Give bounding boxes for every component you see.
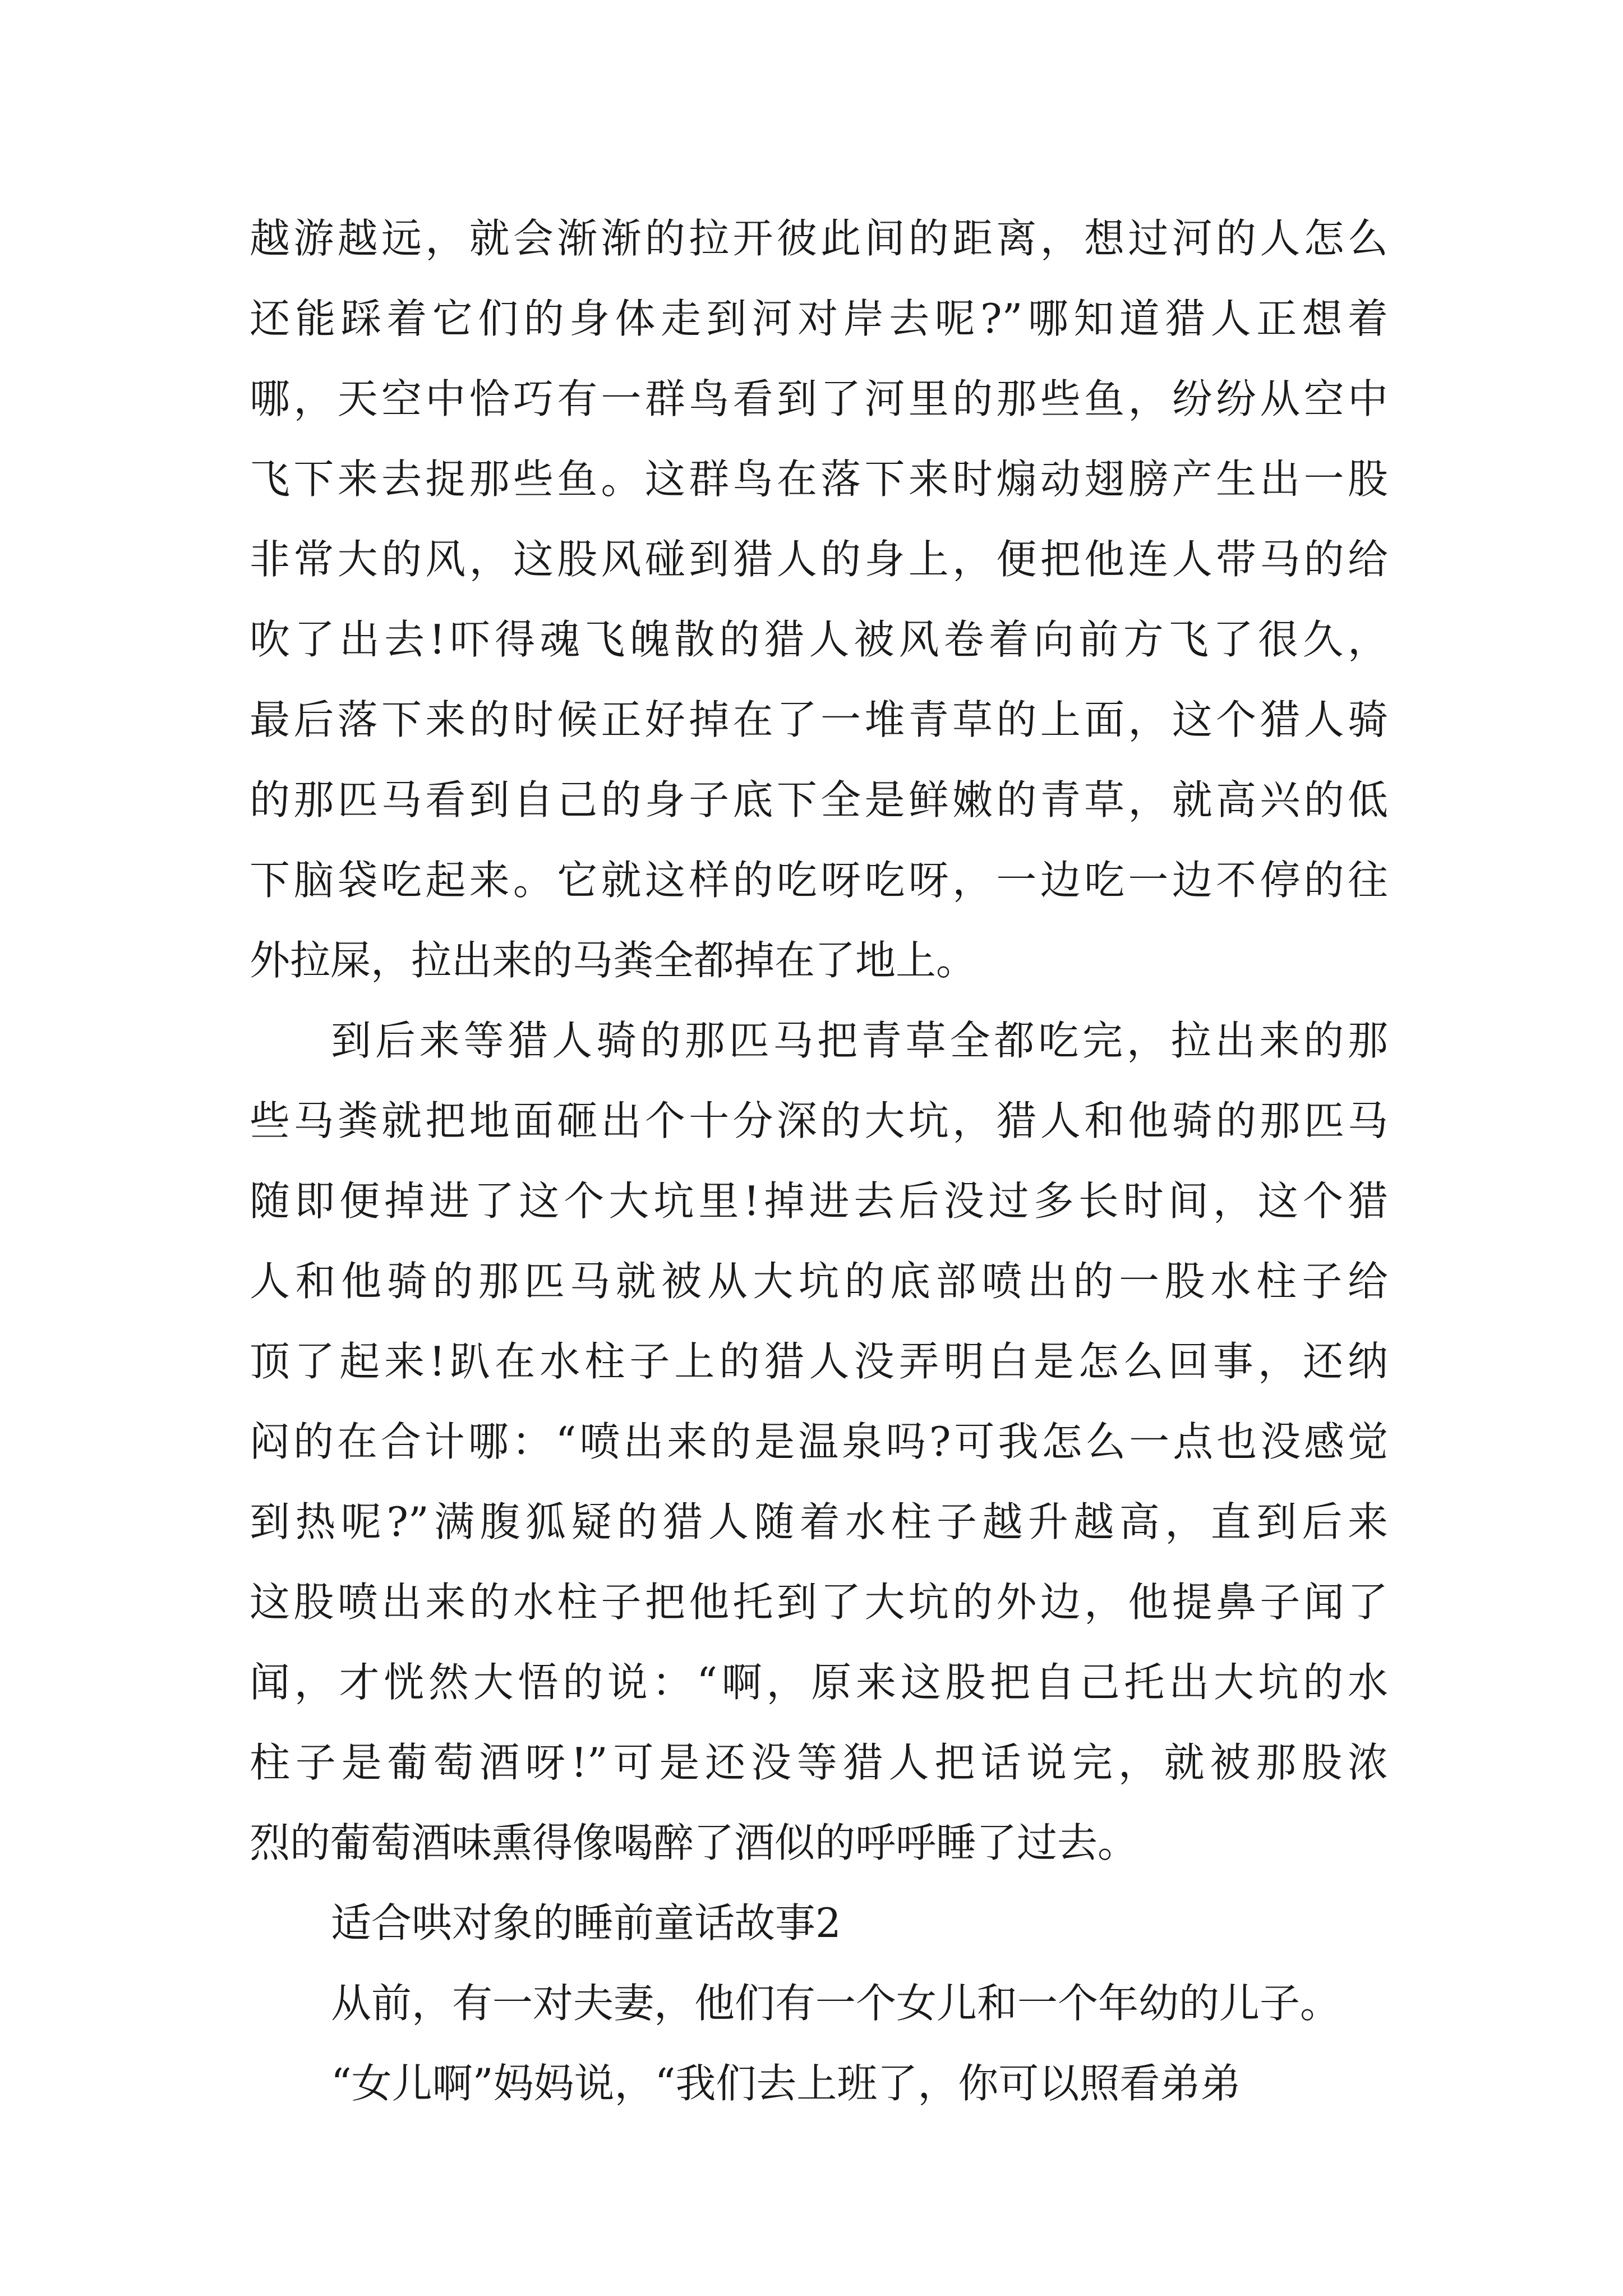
text-line: 飞下来去捉那些鱼。这群鸟在落下来时煽动翅膀产生出一股 (250, 455, 1388, 503)
text-line: “女儿啊”妈妈说，“我们去上班了，你可以照看弟弟 (331, 2060, 1241, 2107)
text-line: 这股喷出来的水柱子把他托到了大坑的外边，他提鼻子闻了 (250, 1579, 1388, 1626)
section-heading: 适合哄对象的睡前童话故事2 (331, 1899, 841, 1947)
text-line: 下脑袋吃起来。它就这样的吃呀吃呀，一边吃一边不停的往 (250, 857, 1388, 904)
text-line: 顶了起来!趴在水柱子上的猎人没弄明白是怎么回事，还纳 (250, 1338, 1388, 1385)
text-line: 从前，有一对夫妻，他们有一个女儿和一个年幼的儿子。 (331, 1980, 1341, 2027)
text-line: 闻，才恍然大悟的说：“啊，原来这股把自己托出大坑的水 (250, 1659, 1388, 1706)
text-line: 到热呢?”满腹狐疑的猎人随着水柱子越升越高，直到后来 (250, 1498, 1388, 1545)
text-line: 柱子是葡萄酒呀!”可是还没等猎人把话说完，就被那股浓 (250, 1739, 1388, 1786)
text-line: 还能踩着它们的身体走到河对岸去呢?”哪知道猎人正想着 (250, 295, 1388, 342)
text-line: 最后落下来的时候正好掉在了一堆青草的上面，这个猎人骑 (250, 696, 1388, 743)
text-line: 闷的在合计哪：“喷出来的是温泉吗?可我怎么一点也没感觉 (250, 1418, 1388, 1465)
text-line: 非常大的风，这股风碰到猎人的身上，便把他连人带马的给 (250, 536, 1388, 583)
text-line: 的那匹马看到自己的身子底下全是鲜嫩的青草，就高兴的低 (250, 776, 1388, 823)
text-line: 随即便掉进了这个大坑里!掉进去后没过多长时间，这个猎 (250, 1177, 1388, 1225)
text-line: 人和他骑的那匹马就被从大坑的底部喷出的一股水柱子给 (250, 1258, 1388, 1305)
text-line: 外拉屎，拉出来的马粪全都掉在了地上。 (250, 937, 977, 984)
text-line: 越游越远，就会渐渐的拉开彼此间的距离，想过河的人怎么 (250, 215, 1388, 262)
text-line: 到后来等猎人骑的那匹马把青草全都吃完，拉出来的那 (331, 1017, 1388, 1064)
text-line: 些马粪就把地面砸出个十分深的大坑，猎人和他骑的那匹马 (250, 1097, 1388, 1144)
text-line: 吹了出去!吓得魂飞魄散的猎人被风卷着向前方飞了很久， (250, 616, 1388, 663)
text-line: 烈的葡萄酒味熏得像喝醉了酒似的呼呼睡了过去。 (250, 1819, 1138, 1866)
text-line: 哪，天空中恰巧有一群鸟看到了河里的那些鱼，纷纷从空中 (250, 375, 1388, 422)
